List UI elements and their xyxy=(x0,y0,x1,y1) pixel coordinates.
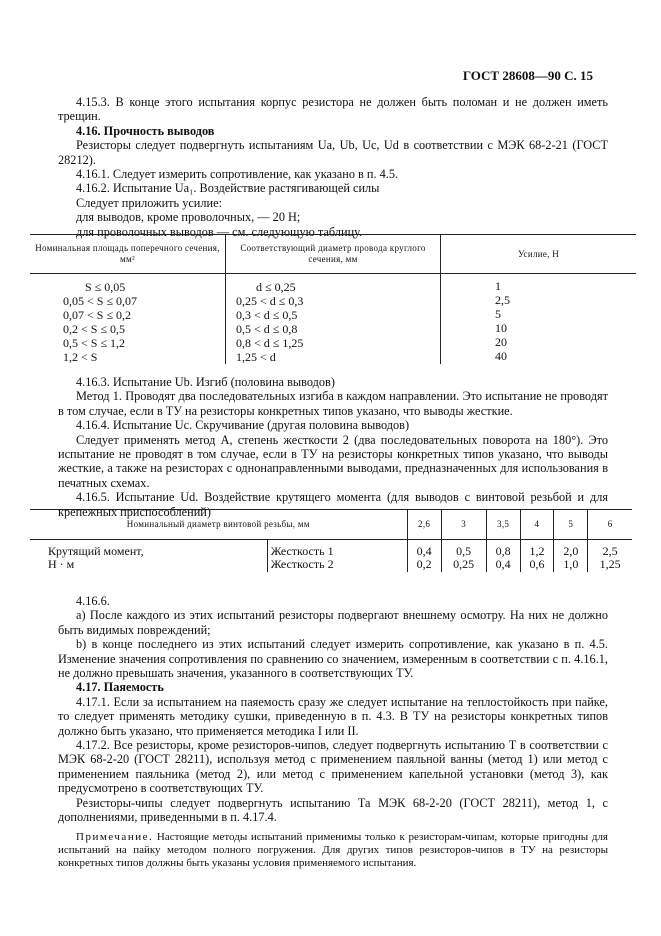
paragraph-4-16-6-b: b) в конце последнего из этих испытаний следует измерить сопротивление, как указано в п. 4.5. Изменение значения сопротивления по сравнению со значением, измеренным в соответствии с п. 4.16.1, не должно превышать значения, указанного в соответствующих ТУ. xyxy=(58,637,608,681)
torque-row-label xyxy=(30,540,267,573)
paragraph-4-16-2-b: для выводов, кроме проволочных, — 20 Н; xyxy=(76,210,301,225)
table-cell: 1,2 xyxy=(529,544,545,558)
torque-table-header-label: Номинальный диаметр винтовой резьбы, мм xyxy=(30,510,407,540)
torque-table-header-diameter: 4 xyxy=(520,510,554,540)
table-cell: 2,0 xyxy=(563,544,579,558)
note xyxy=(58,831,608,870)
force-table-header xyxy=(30,235,636,274)
torque-cell xyxy=(588,540,632,573)
torque-table xyxy=(30,509,632,572)
torque-stiffness-labels xyxy=(267,540,407,573)
table-cell: 0,4 xyxy=(495,557,511,571)
paragraph-4-17-1: 4.17.1. Если за испытанием на паяемость сразу же следует испытание на теплостойкость при пайке, то следует применять методику сушки, приведенную в п. 4.3. В ТУ на резисторы конкретных типов должно быть указано, что применяется методика I или II. xyxy=(58,694,608,738)
table-cell: 0,8 xyxy=(495,544,511,558)
paragraph-4-17-2-b: Резисторы-чипы следует подвергнуть испытанию Та МЭК 68-2-20 (ГОСТ 28211), метод 1, с дополнениями, приведенными в п. 4.17.4. xyxy=(58,795,608,825)
table-cell: 0,07 < S ≤ 0,2 xyxy=(63,308,132,322)
force-table-body xyxy=(30,274,636,365)
table-cell: 2,5 xyxy=(602,544,618,558)
torque-cell xyxy=(520,540,554,573)
table-cell: 10 xyxy=(495,321,507,335)
table-cell: 0,5 < d ≤ 0,8 xyxy=(236,322,298,336)
table-cell: 0,25 xyxy=(453,557,475,571)
force-table-header-area: Номинальная площадь поперечного сечения, мм² xyxy=(30,235,226,274)
paragraph-4-16-2-a: Следует приложить усилие: xyxy=(76,195,222,210)
table-cell: 2,5 xyxy=(495,293,510,307)
table-cell: 1,25 xyxy=(599,557,621,571)
note-text: Настоящие методы испытаний применимы только к резисторам-чипам, которые пригодны для испытаний на пайку методом полного погружения. Для других типов резисторов-чипов в ТУ на резисторы конкретных типов должны быть указаны условия применяемого испытания. xyxy=(58,830,608,869)
heading-4-16: 4.16. Прочность выводов xyxy=(76,123,215,138)
force-table-diameter-column xyxy=(226,274,441,365)
section-4-16-3-to-4-16-5 xyxy=(58,375,608,519)
paragraph-4-16-1: 4.16.1. Следует измерить сопротивление, как указано в п. 4.5. xyxy=(76,167,399,182)
paragraph-4-16-3: 4.16.3. Испытание Ub. Изгиб (половина выводов) xyxy=(76,375,335,389)
table-cell: 1,2 < S xyxy=(63,350,98,364)
torque-table-row xyxy=(30,540,632,573)
force-table-header-diameter: Соответствующий диаметр провода круглого сечения, мм xyxy=(226,235,441,274)
paragraph-4-16-3-text: Метод 1. Проводят два последовательных изгиба в каждом направлении. Это испытание не проводят в том случае, если в ТУ на резисторы конкретных типов указано, что выводы жесткие. xyxy=(58,389,608,418)
table-cell: 1,25 < d xyxy=(236,350,276,364)
torque-table-header-diameter: 6 xyxy=(588,510,632,540)
paragraph-4-16-4-text: Следует применять метод А, степень жесткости 2 (два последовательных поворота на 180°). Это испытание не проводят в том случае, если в ТУ на резисторы конкретных типов указано, что выводы жесткие, а также на резисторах с однонаправленными выводами, предназначенных для использования в печатных схемах. xyxy=(58,432,608,490)
paragraph-4-16-2: 4.16.2. Испытание Ua₁. Воздействие растягивающей силы xyxy=(76,181,380,196)
torque-cell xyxy=(554,540,588,573)
paragraph-4-16-4: 4.16.4. Испытание Uc. Скручивание (другая половина выводов) xyxy=(76,418,410,433)
force-table-force-column xyxy=(441,274,637,365)
torque-table-header-diameter: 3,5 xyxy=(486,510,520,540)
paragraph-4-16-2-c: для проволочных выводов — см. следующую таблицу. xyxy=(76,224,363,239)
heading-4-17: 4.17. Паяемость xyxy=(76,680,164,695)
paragraph-4-16-6: 4.16.6. xyxy=(76,594,110,608)
table-cell: 0,25 < d ≤ 0,3 xyxy=(236,294,304,308)
torque-table-header-diameter: 3 xyxy=(441,510,486,540)
force-table-header-force: Усилие, Н xyxy=(441,235,637,274)
paragraph-4-16-6-a: a) После каждого из этих испытаний резисторы подвергают внешнему осмотру. На них не должно быть видимых повреждений; xyxy=(58,608,608,637)
table-cell: 0,4 xyxy=(416,544,432,558)
torque-row-label-line-1: Крутящий момент, xyxy=(48,544,144,558)
torque-cell xyxy=(407,540,441,573)
section-4-16-6-4-17 xyxy=(58,594,608,870)
table-cell: 20 xyxy=(495,335,507,349)
note-label: Примечание. xyxy=(76,830,154,843)
torque-row-label-line-2: Н · м xyxy=(48,557,75,571)
stiffness-1-label: Жесткость 1 xyxy=(270,544,334,558)
table-cell: 0,8 < d ≤ 1,25 xyxy=(236,336,304,350)
stiffness-2-label: Жесткость 2 xyxy=(270,557,334,571)
table-cell: 0,2 < S ≤ 0,5 xyxy=(63,322,126,336)
table-cell: S ≤ 0,05 xyxy=(85,280,126,294)
torque-cell xyxy=(486,540,520,573)
page-header: ГОСТ 28608—90 С. 15 xyxy=(462,68,593,83)
table-cell: 0,05 < S ≤ 0,07 xyxy=(63,294,138,308)
paragraph-4-15-3: 4.15.3. В конце этого испытания корпус резистора не должен быть поломан и не должен иметь трещин. xyxy=(58,95,608,124)
torque-table-header-diameter: 2,6 xyxy=(407,510,441,540)
table-cell: 1,0 xyxy=(563,557,579,571)
table-cell: 0,3 < d ≤ 0,5 xyxy=(236,308,298,322)
paragraph-4-16: Резисторы следует подвергнуть испытаниям Ua, Ub, Uc, Ud в соответствии с МЭК 68-2-21 (ГОСТ 28212). xyxy=(58,138,608,167)
table-cell: 0,5 xyxy=(456,544,472,558)
section-4-15-4-16 xyxy=(58,95,608,239)
table-cell: 1 xyxy=(495,279,501,293)
paragraph-4-16-5: 4.16.5. Испытание Ud. Воздействие крутящего момента (для выводов с винтовой резьбой и для крепежных приспособлений) xyxy=(58,490,608,519)
torque-table-header-diameter: 5 xyxy=(554,510,588,540)
table-cell: 40 xyxy=(495,349,507,363)
table-cell: 0,5 < S ≤ 1,2 xyxy=(63,336,126,350)
table-cell: d ≤ 0,25 xyxy=(256,280,296,294)
paragraph-4-17-2: 4.17.2. Все резисторы, кроме резисторов-чипов, следует подвергнуть испытанию Т в соответствии с МЭК 68-2-20 (ГОСТ 28211), используя метод с применением паяльной ванны (метод 1) или метод с применением паяльника (метод 2), или метод с применением капельной установки (метод 3), как предусмотрено в соответствующих ТУ. xyxy=(58,738,608,796)
table-cell: 0,2 xyxy=(416,557,432,571)
table-cell: 0,6 xyxy=(529,557,545,571)
torque-cell xyxy=(441,540,486,573)
table-cell: 5 xyxy=(495,307,501,321)
force-table xyxy=(30,234,636,364)
torque-table-header xyxy=(30,510,632,540)
force-table-area-column xyxy=(30,274,226,365)
